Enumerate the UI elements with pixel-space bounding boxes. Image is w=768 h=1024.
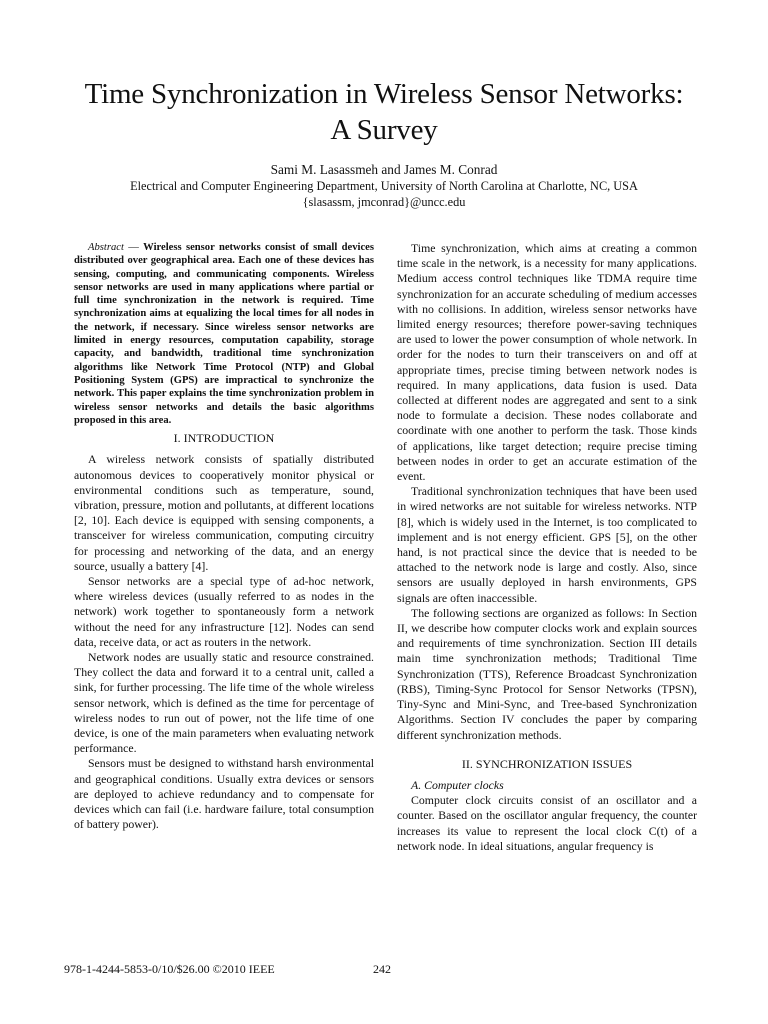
page-number: 242 [373,962,391,976]
right-paragraph-1: Time synchronization, which aims at creating a common time scale in the network, is a necessity for many applications. Medium access control techniques like TDMA require time synchronization for an accurate scheduling of medium accesses with no collisions. In addition, wireless sensor networks have limited energy resources; therefore power-saving techniques are used to lower the power consumption of whole network. In order for the nodes to turn their transceivers on and off at appropriate times, precise timing between network nodes is required. In many applications, data fusion is used. Data collected at different nodes are aggregated and sent to a sink node to formulate a decision. These nodes collaborate and coordinate with one another to perform the task. Those kinds of applications, like target detection; require precise timing between nodes in order to get an accurate estimation of the event. [397,241,697,484]
abstract-dash: — [123,242,144,253]
intro-paragraph-1: A wireless network consists of spatially distributed autonomous devices to cooperatively monitor physical or environmental conditions such as temperature, sound, vibration, pressure, motion and pollutants, at different locations [2, 10]. Each device is equipped with sensing components, a transceiver for wireless communication, computing circuitry for processing and networking of the data, and an energy source, usually a battery [4]. [74,452,374,573]
abstract-lead: Abstract [88,242,124,253]
section-heading-synchronization-issues: II. SYNCHRONIZATION ISSUES [461,756,633,771]
paper-title [40,76,728,148]
footer-isbn: 978-1-4244-5853-0/10/$26.00 ©2010 IEEE [64,962,275,976]
abstract-text: Wireless sensor networks consist of small devices distributed over geographical area. Each one of these devices has sensing, computing, and communicating components. Wireless sensor networks are used in many applications where partial or full time synchronization in the network is required. Time synchronization aims at equalizing the local times for all nodes in the network, if necessary. Since wireless sensor networks are limited in energy resources, computation capability, storage capacity, and bandwidth, traditional time synchronization algorithms like Network Time Protocol (NTP) and Global Positioning System (GPS) are impractical to synchronize the network. This paper explains the time synchronization problem in wireless sensor networks and details the basic algorithms proposed in this area. [74,242,374,426]
subsection-paragraph: Computer clock circuits consist of an oscillator and a counter. Based on the oscillator angular frequency, the counter increases its value to represent the local clock C(t) of a network node. In ideal situations, angular frequency is [397,793,697,853]
title-line-2: A Survey [330,114,438,146]
subsection-heading-computer-clocks: A. Computer clocks [411,777,504,792]
right-paragraph-3: The following sections are organized as follows: In Section II, we describe how computer clocks work and explain sources and requirements of time synchronization. Section III details main time synchronization methods; Traditional Time Synchronization (TTS), Reference Broadcast Synchronization (RBS), Timing-Sync Protocol for Sensor Networks (TPSN), Tiny-Sync and Mini-Sync, and Tree-based Synchronization Algorithms. Section IV concludes the paper by comparing different synchronization methods. [397,605,697,742]
intro-paragraph-4: Sensors must be designed to withstand harsh environmental and geographical conditions. Usually extra devices or sensors are deployed to achieve redundancy and to compensate for devices which can fail (i.e. hardware failure, total consumption of battery power). [74,756,374,832]
affiliation: Electrical and Computer Engineering Department, University of North Carolina at Charlotte, NC, USA [130,179,638,193]
right-column [397,241,697,854]
section-heading-introduction: I. INTRODUCTION [173,431,275,446]
right-paragraph-2: Traditional synchronization techniques that have been used in wired networks are not suitable for wireless networks. NTP [8], which is widely used in the Internet, is too complicated to implement and is not energy efficient. GPS [5], on the other hand, is not practical since the device that is needed to be attached to the network node is large and costly. Also, since sensors are usually deployed in harsh environments, GPS signals are often inaccessible. [397,484,697,605]
intro-paragraph-2: Sensor networks are a special type of ad-hoc network, where wireless devices (usually referred to as nodes in the network) work together to spontaneously form a network without the need for any infrastructure [12]. Nodes can send data, receive data, or act as routers in the network. [74,573,374,649]
emails: {slasassm, jmconrad}@uncc.edu [302,195,466,209]
left-column [74,241,374,832]
title-line-1: Time Synchronization in Wireless Sensor Networks: [84,78,684,110]
abstract [74,241,374,427]
authors: Sami M. Lasassmeh and James M. Conrad [270,162,498,177]
intro-paragraph-3: Network nodes are usually static and resource constrained. They collect the data and forward it to a central unit, called a sink, for further processing. The life time of the whole wireless sensor network, which is defined as the time for percentage of wireless nodes to run out of power, not the life time of one device, is one of the main parameters when evaluating network performance. [74,650,374,756]
